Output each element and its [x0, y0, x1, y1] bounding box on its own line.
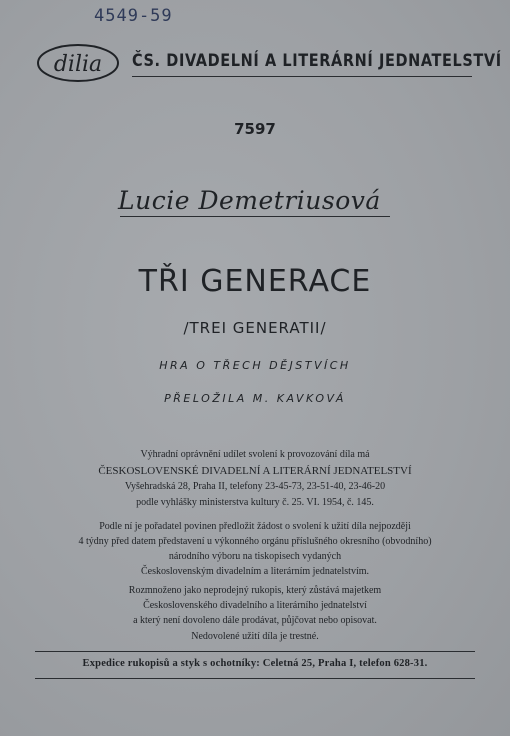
rights-block-4 — [40, 629, 470, 645]
rights-line: Československého divadelního a literárního jednatelství — [143, 600, 367, 611]
author-underline — [120, 216, 390, 217]
rights-block-1 — [40, 447, 470, 511]
rights-line: a který není dovoleno dále prodávat, půjčovat nebo opisovat. — [133, 615, 377, 626]
footer-contact: Expedice rukopisů a styk s ochotníky: Celetná 25, Praha I, telefon 628-31. — [82, 658, 428, 669]
header-divider — [132, 76, 472, 77]
play-title: TŘI GENERACE — [138, 264, 372, 299]
rights-line: Rozmnoženo jako neprodejný rukopis, který zůstává majetkem — [128, 585, 382, 596]
rights-line: Podle ní je pořadatel povinen předložit žádost o svolení k užití díla nejpozději — [99, 521, 411, 532]
rights-line: podle vyhlášky ministerstva kultury č. 25. VI. 1954, č. 145. — [136, 497, 374, 508]
rights-block-2 — [40, 519, 470, 579]
rights-line: 4 týdny před datem představení u výkonného orgánu příslušného okresního (obvodního) — [78, 536, 432, 547]
translator-line: PŘELOŽILA M. KAVKOVÁ — [164, 392, 346, 405]
author-name: Lucie Demetriusová — [118, 186, 381, 215]
genre-line: HRA O TŘECH DĚJSTVÍCH — [159, 359, 351, 372]
footer-bottom-divider — [35, 678, 475, 679]
rights-line: Výhradní oprávnění udílet svolení k provozování díla má — [140, 449, 370, 460]
rights-line: národního výboru na tiskopisech vydaných — [168, 551, 342, 562]
logo-text: dilia — [53, 52, 103, 77]
rights-line: Vyšehradská 28, Praha II, telefony 23-45-73, 23-51-40, 23-46-20 — [124, 481, 386, 492]
rights-line: ČESKOSLOVENSKÉ DIVADELNÍ A LITERÁRNÍ JEDNATELSTVÍ — [98, 465, 412, 477]
handwritten-number: 4549-59 — [94, 6, 173, 26]
footer-top-divider — [35, 651, 475, 652]
rights-line: Československým divadelním a literárním jednatelstvím. — [140, 566, 369, 577]
rights-line: Nedovolené užití díla je trestné. — [191, 631, 319, 642]
dilia-logo-icon — [36, 42, 120, 84]
catalog-number: 7597 — [234, 120, 276, 138]
header-title: ČS. DIVADELNÍ A LITERÁRNÍ JEDNATELSTVÍ — [132, 52, 502, 71]
original-title: /TREI GENERATII/ — [183, 319, 327, 337]
rights-block-3 — [40, 583, 470, 628]
